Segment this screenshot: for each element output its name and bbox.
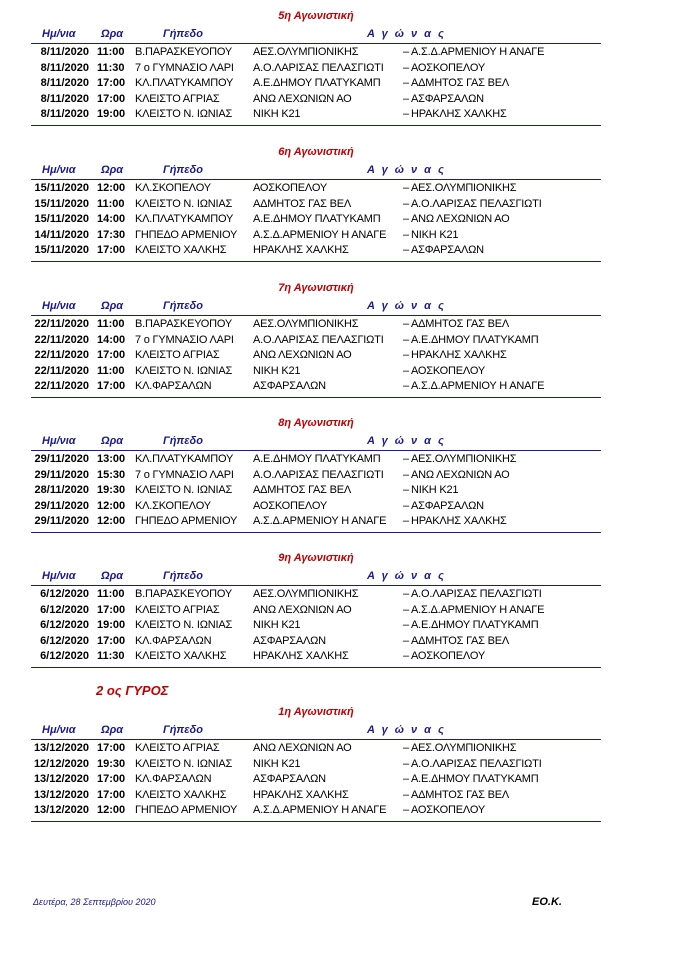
table-row bbox=[31, 182, 601, 197]
match-time: 11:00 bbox=[97, 318, 125, 330]
table-row bbox=[31, 742, 601, 757]
match-venue: ΚΛΕΙΣΤΟ Ν. ΙΩΝΙΑΣ bbox=[135, 108, 233, 120]
table-top-rule bbox=[31, 585, 601, 586]
round-title: 6η Αγωνιστική bbox=[278, 146, 354, 158]
match-time: 19:30 bbox=[97, 757, 126, 770]
table-row bbox=[31, 650, 601, 665]
home-team: ΑΝΩ ΛΕΧΩΝΙΩΝ ΑΟ bbox=[253, 349, 352, 361]
home-team: Α.Ε.ΔΗΜΟΥ ΠΛΑΤΥΚΑΜΠ bbox=[253, 77, 381, 89]
match-time: 17:00 bbox=[97, 742, 126, 754]
header-date: Ημ/νια bbox=[42, 570, 76, 582]
versus-dash: – bbox=[403, 468, 410, 481]
home-team: Α.Ο.ΛΑΡΙΣΑΣ ΠΕΛΑΣΓΙΩΤΙ bbox=[253, 61, 384, 74]
versus-dash: – bbox=[403, 650, 410, 662]
versus-dash: – bbox=[403, 349, 410, 361]
table-top-rule bbox=[31, 43, 601, 44]
home-team: ΑΣΦΑΡΣΑΛΩΝ bbox=[253, 380, 326, 392]
match-venue: ΚΛΕΙΣΤΟ ΧΑΛΚΗΣ bbox=[135, 650, 227, 662]
match-venue: ΚΛ.ΣΚΟΠΕΛΟΥ bbox=[135, 182, 211, 194]
away-team: Α.Ε.ΔΗΜΟΥ ΠΛΑΤΥΚΑΜΠ bbox=[411, 773, 539, 785]
away-team: ΑΟΣΚΟΠΕΛΟΥ bbox=[411, 650, 485, 662]
match-date: 13/12/2020 bbox=[33, 804, 89, 816]
away-team: Α.Σ.Δ.ΑΡΜΕΝΙΟΥ Η ΑΝΑΓΕ bbox=[411, 380, 545, 392]
table-row bbox=[31, 46, 601, 61]
match-venue: 7 ο ΓΥΜΝΑΣΙΟ ΛΑΡΙ bbox=[135, 468, 234, 481]
home-team: ΗΡΑΚΛΗΣ ΧΑΛΚΗΣ bbox=[253, 244, 349, 256]
table-row bbox=[31, 604, 601, 619]
versus-dash: – bbox=[403, 380, 410, 392]
away-team: ΑΟΣΚΟΠΕΛΟΥ bbox=[411, 804, 485, 816]
header-time: Ωρα bbox=[101, 724, 124, 736]
match-venue: ΚΛΕΙΣΤΟ ΑΓΡΙΑΣ bbox=[135, 742, 220, 754]
away-team: Α.Ο.ΛΑΡΙΣΑΣ ΠΕΛΑΣΓΙΩΤΙ bbox=[411, 197, 542, 210]
match-date: 6/12/2020 bbox=[40, 588, 89, 600]
home-team: ΑΔΜΗΤΟΣ ΓΑΣ ΒΕΛ bbox=[253, 484, 351, 496]
match-date: 8/11/2020 bbox=[40, 61, 89, 74]
table-row bbox=[31, 588, 601, 603]
header-time: Ωρα bbox=[101, 164, 124, 176]
table-bottom-rule bbox=[31, 821, 601, 822]
column-header-row bbox=[31, 164, 601, 178]
versus-dash: – bbox=[403, 213, 410, 225]
versus-dash: – bbox=[403, 197, 410, 210]
column-header-row bbox=[31, 435, 601, 449]
match-venue: ΚΛΕΙΣΤΟ ΑΓΡΙΑΣ bbox=[135, 92, 220, 105]
match-date: 15/11/2020 bbox=[34, 213, 89, 225]
away-team: ΝΙΚΗ Κ21 bbox=[411, 484, 459, 496]
away-team: ΑΔΜΗΤΟΣ ΓΑΣ ΒΕΛ bbox=[411, 788, 509, 801]
match-time: 12:00 bbox=[97, 515, 126, 527]
header-match: Α γ ώ ν α ς bbox=[367, 28, 446, 40]
match-venue: ΚΛ.ΦΑΡΣΑΛΩΝ bbox=[135, 380, 212, 392]
away-team: Α.Ο.ΛΑΡΙΣΑΣ ΠΕΛΑΣΓΙΩΤΙ bbox=[411, 588, 542, 600]
match-time: 19:00 bbox=[97, 108, 126, 120]
match-date: 15/11/2020 bbox=[34, 244, 89, 256]
match-venue: ΚΛ.ΣΚΟΠΕΛΟΥ bbox=[135, 499, 211, 512]
home-team: Α.Ε.ΔΗΜΟΥ ΠΛΑΤΥΚΑΜΠ bbox=[253, 213, 381, 225]
match-venue: ΚΛΕΙΣΤΟ ΧΑΛΚΗΣ bbox=[135, 244, 227, 256]
match-date: 22/11/2020 bbox=[34, 349, 89, 361]
match-date: 15/11/2020 bbox=[34, 197, 89, 210]
match-venue: ΚΛΕΙΣΤΟ ΧΑΛΚΗΣ bbox=[135, 788, 227, 801]
match-date: 8/11/2020 bbox=[40, 77, 89, 89]
header-venue: Γήπεδο bbox=[163, 435, 203, 447]
away-team: ΑΔΜΗΤΟΣ ΓΑΣ ΒΕΛ bbox=[411, 634, 509, 647]
match-time: 13:00 bbox=[97, 453, 126, 465]
home-team: ΗΡΑΚΛΗΣ ΧΑΛΚΗΣ bbox=[253, 788, 349, 801]
home-team: Α.Σ.Δ.ΑΡΜΕΝΙΟΥ Η ΑΝΑΓΕ bbox=[253, 228, 387, 241]
column-header-row bbox=[31, 300, 601, 314]
home-team: ΑΟΣΚΟΠΕΛΟΥ bbox=[253, 182, 327, 194]
match-venue: ΚΛΕΙΣΤΟ ΑΓΡΙΑΣ bbox=[135, 349, 220, 361]
match-date: 6/12/2020 bbox=[40, 650, 89, 662]
versus-dash: – bbox=[403, 453, 410, 465]
match-time: 12:00 bbox=[97, 499, 126, 512]
versus-dash: – bbox=[403, 603, 410, 616]
match-time: 11:00 bbox=[97, 588, 125, 600]
second-round-label: 2 ος ΓΥΡΟΣ bbox=[96, 683, 169, 698]
away-team: ΑΕΣ.ΟΛΥΜΠΙΟΝΙΚΗΣ bbox=[411, 182, 517, 194]
header-time: Ωρα bbox=[101, 570, 124, 582]
round-title: 8η Αγωνιστική bbox=[278, 417, 354, 429]
table-row bbox=[31, 804, 601, 819]
away-team: Α.Σ.Δ.ΑΡΜΕΝΙΟΥ Η ΑΝΑΓΕ bbox=[411, 603, 545, 616]
versus-dash: – bbox=[403, 244, 410, 256]
match-date: 22/11/2020 bbox=[34, 380, 89, 392]
versus-dash: – bbox=[403, 108, 410, 120]
home-team: Α.Σ.Δ.ΑΡΜΕΝΙΟΥ Η ΑΝΑΓΕ bbox=[253, 804, 387, 816]
table-row bbox=[31, 244, 601, 259]
column-header-row bbox=[31, 28, 601, 42]
header-venue: Γήπεδο bbox=[163, 28, 203, 40]
match-venue: ΚΛ.ΦΑΡΣΑΛΩΝ bbox=[135, 773, 212, 785]
header-date: Ημ/νια bbox=[42, 300, 76, 312]
match-venue: ΚΛΕΙΣΤΟ Ν. ΙΩΝΙΑΣ bbox=[135, 197, 233, 210]
match-date: 14/11/2020 bbox=[34, 228, 89, 241]
match-date: 6/12/2020 bbox=[40, 619, 89, 631]
versus-dash: – bbox=[403, 182, 410, 194]
match-date: 6/12/2020 bbox=[40, 634, 89, 647]
home-team: ΑΣΦΑΡΣΑΛΩΝ bbox=[253, 773, 326, 785]
match-venue: ΚΛ.ΠΛΑΤΥΚΑΜΠΟΥ bbox=[135, 77, 234, 89]
header-time: Ωρα bbox=[101, 435, 124, 447]
versus-dash: – bbox=[403, 742, 410, 754]
match-venue: 7 ο ΓΥΜΝΑΣΙΟ ΛΑΡΙ bbox=[135, 61, 234, 74]
table-top-rule bbox=[31, 315, 601, 316]
versus-dash: – bbox=[403, 484, 410, 496]
versus-dash: – bbox=[403, 619, 410, 631]
versus-dash: – bbox=[403, 77, 410, 89]
table-top-rule bbox=[31, 739, 601, 740]
match-time: 14:00 bbox=[97, 213, 126, 225]
match-date: 29/11/2020 bbox=[34, 499, 89, 512]
match-time: 11:30 bbox=[97, 61, 125, 74]
match-time: 19:00 bbox=[97, 619, 126, 631]
header-venue: Γήπεδο bbox=[163, 300, 203, 312]
versus-dash: – bbox=[403, 61, 410, 74]
match-date: 8/11/2020 bbox=[40, 46, 89, 58]
header-venue: Γήπεδο bbox=[163, 570, 203, 582]
match-venue: Β.ΠΑΡΑΣΚΕΥΟΠΟΥ bbox=[135, 46, 232, 58]
match-venue: ΓΗΠΕΔΟ ΑΡΜΕΝΙΟΥ bbox=[135, 515, 238, 527]
home-team: ΝΙΚΗ Κ21 bbox=[253, 364, 301, 377]
away-team: ΗΡΑΚΛΗΣ ΧΑΛΚΗΣ bbox=[411, 349, 507, 361]
match-date: 29/11/2020 bbox=[34, 515, 89, 527]
home-team: Α.Σ.Δ.ΑΡΜΕΝΙΟΥ Η ΑΝΑΓΕ bbox=[253, 515, 387, 527]
match-time: 17:00 bbox=[97, 634, 126, 647]
versus-dash: – bbox=[403, 773, 410, 785]
table-row bbox=[31, 77, 601, 92]
table-row bbox=[31, 515, 601, 530]
match-time: 14:00 bbox=[97, 333, 126, 346]
table-row bbox=[31, 469, 601, 484]
match-time: 11:00 bbox=[97, 46, 125, 58]
match-date: 6/12/2020 bbox=[40, 603, 89, 616]
match-time: 17:00 bbox=[97, 788, 126, 801]
table-bottom-rule bbox=[31, 397, 601, 398]
table-bottom-rule bbox=[31, 261, 601, 262]
versus-dash: – bbox=[403, 46, 410, 58]
table-row bbox=[31, 108, 601, 123]
home-team: ΝΙΚΗ Κ21 bbox=[253, 108, 301, 120]
header-match: Α γ ώ ν α ς bbox=[367, 724, 446, 736]
table-row bbox=[31, 213, 601, 228]
away-team: ΑΣΦΑΡΣΑΛΩΝ bbox=[411, 92, 484, 105]
away-team: ΑΟΣΚΟΠΕΛΟΥ bbox=[411, 61, 485, 74]
match-time: 17:00 bbox=[97, 92, 126, 105]
header-match: Α γ ώ ν α ς bbox=[367, 570, 446, 582]
versus-dash: – bbox=[403, 364, 410, 377]
footer-date: Δευτέρα, 28 Σεπτεμβρίου 2020 bbox=[33, 897, 156, 907]
header-date: Ημ/νια bbox=[42, 724, 76, 736]
match-time: 17:00 bbox=[97, 349, 126, 361]
round-title: 9η Αγωνιστική bbox=[278, 552, 354, 564]
match-date: 12/12/2020 bbox=[33, 757, 89, 770]
table-top-rule bbox=[31, 450, 601, 451]
home-team: ΝΙΚΗ Κ21 bbox=[253, 619, 301, 631]
match-venue: ΚΛΕΙΣΤΟ Ν. ΙΩΝΙΑΣ bbox=[135, 619, 233, 631]
match-date: 8/11/2020 bbox=[40, 92, 89, 105]
match-time: 17:00 bbox=[97, 77, 126, 89]
round-title: 5η Αγωνιστική bbox=[278, 10, 354, 22]
table-row bbox=[31, 365, 601, 380]
match-venue: ΓΗΠΕΔΟ ΑΡΜΕΝΙΟΥ bbox=[135, 228, 238, 241]
match-date: 13/12/2020 bbox=[33, 742, 89, 754]
versus-dash: – bbox=[403, 318, 410, 330]
table-row bbox=[31, 318, 601, 333]
match-time: 11:00 bbox=[97, 197, 125, 210]
round-title: 1η Αγωνιστική bbox=[278, 706, 354, 718]
versus-dash: – bbox=[403, 757, 410, 770]
table-row bbox=[31, 349, 601, 364]
versus-dash: – bbox=[403, 499, 410, 512]
away-team: ΑΝΩ ΛΕΧΩΝΙΩΝ ΑΟ bbox=[411, 468, 510, 481]
match-venue: ΚΛ.ΠΛΑΤΥΚΑΜΠΟΥ bbox=[135, 213, 234, 225]
match-venue: ΚΛΕΙΣΤΟ ΑΓΡΙΑΣ bbox=[135, 603, 220, 616]
home-team: ΑΝΩ ΛΕΧΩΝΙΩΝ ΑΟ bbox=[253, 742, 352, 754]
column-header-row bbox=[31, 570, 601, 584]
match-venue: Β.ΠΑΡΑΣΚΕΥΟΠΟΥ bbox=[135, 318, 232, 330]
home-team: Α.Ο.ΛΑΡΙΣΑΣ ΠΕΛΑΣΓΙΩΤΙ bbox=[253, 333, 384, 346]
versus-dash: – bbox=[403, 333, 410, 346]
away-team: ΗΡΑΚΛΗΣ ΧΑΛΚΗΣ bbox=[411, 108, 507, 120]
column-header-row bbox=[31, 724, 601, 738]
match-date: 15/11/2020 bbox=[34, 182, 89, 194]
away-team: ΑΣΦΑΡΣΑΛΩΝ bbox=[411, 244, 484, 256]
match-date: 8/11/2020 bbox=[40, 108, 89, 120]
match-venue: ΚΛ.ΠΛΑΤΥΚΑΜΠΟΥ bbox=[135, 453, 234, 465]
header-date: Ημ/νια bbox=[42, 164, 76, 176]
versus-dash: – bbox=[403, 515, 410, 527]
away-team: Α.Σ.Δ.ΑΡΜΕΝΙΟΥ Η ΑΝΑΓΕ bbox=[411, 46, 545, 58]
home-team: ΝΙΚΗ Κ21 bbox=[253, 757, 301, 770]
away-team: ΑΟΣΚΟΠΕΛΟΥ bbox=[411, 364, 485, 377]
match-time: 11:00 bbox=[97, 364, 125, 377]
header-date: Ημ/νια bbox=[42, 28, 76, 40]
away-team: ΗΡΑΚΛΗΣ ΧΑΛΚΗΣ bbox=[411, 515, 507, 527]
header-match: Α γ ώ ν α ς bbox=[367, 300, 446, 312]
away-team: ΑΝΩ ΛΕΧΩΝΙΩΝ ΑΟ bbox=[411, 213, 510, 225]
home-team: ΑΟΣΚΟΠΕΛΟΥ bbox=[253, 499, 327, 512]
home-team: ΑΕΣ.ΟΛΥΜΠΙΟΝΙΚΗΣ bbox=[253, 318, 359, 330]
table-row bbox=[31, 453, 601, 468]
match-date: 22/11/2020 bbox=[34, 318, 89, 330]
match-venue: ΚΛΕΙΣΤΟ Ν. ΙΩΝΙΑΣ bbox=[135, 757, 233, 770]
match-time: 11:30 bbox=[97, 650, 125, 662]
home-team: ΑΕΣ.ΟΛΥΜΠΙΟΝΙΚΗΣ bbox=[253, 588, 359, 600]
table-row bbox=[31, 789, 601, 804]
table-row bbox=[31, 773, 601, 788]
home-team: Α.Ο.ΛΑΡΙΣΑΣ ΠΕΛΑΣΓΙΩΤΙ bbox=[253, 468, 384, 481]
table-row bbox=[31, 500, 601, 515]
table-row bbox=[31, 758, 601, 773]
home-team: Α.Ε.ΔΗΜΟΥ ΠΛΑΤΥΚΑΜΠ bbox=[253, 453, 381, 465]
table-row bbox=[31, 619, 601, 634]
match-time: 17:30 bbox=[97, 228, 126, 241]
header-date: Ημ/νια bbox=[42, 435, 76, 447]
match-date: 29/11/2020 bbox=[34, 468, 89, 481]
table-row bbox=[31, 62, 601, 77]
header-venue: Γήπεδο bbox=[163, 164, 203, 176]
match-venue: ΚΛΕΙΣΤΟ Ν. ΙΩΝΙΑΣ bbox=[135, 364, 233, 377]
table-row bbox=[31, 484, 601, 499]
header-match: Α γ ώ ν α ς bbox=[367, 435, 446, 447]
away-team: ΑΕΣ.ΟΛΥΜΠΙΟΝΙΚΗΣ bbox=[411, 742, 517, 754]
versus-dash: – bbox=[403, 804, 410, 816]
match-time: 17:00 bbox=[97, 603, 126, 616]
away-team: Α.Ε.ΔΗΜΟΥ ΠΛΑΤΥΚΑΜΠ bbox=[411, 619, 539, 631]
round-title: 7η Αγωνιστική bbox=[278, 282, 354, 294]
table-row bbox=[31, 198, 601, 213]
match-venue: Β.ΠΑΡΑΣΚΕΥΟΠΟΥ bbox=[135, 588, 232, 600]
home-team: ΑΔΜΗΤΟΣ ΓΑΣ ΒΕΛ bbox=[253, 197, 351, 210]
table-top-rule bbox=[31, 179, 601, 180]
versus-dash: – bbox=[403, 634, 410, 647]
header-venue: Γήπεδο bbox=[163, 724, 203, 736]
match-venue: ΚΛΕΙΣΤΟ Ν. ΙΩΝΙΑΣ bbox=[135, 484, 233, 496]
match-time: 17:00 bbox=[97, 380, 126, 392]
match-date: 13/12/2020 bbox=[33, 788, 89, 801]
table-row bbox=[31, 334, 601, 349]
footer-org: ΕΟ.Κ. bbox=[532, 896, 562, 908]
match-time: 12:00 bbox=[97, 804, 126, 816]
header-match: Α γ ώ ν α ς bbox=[367, 164, 446, 176]
versus-dash: – bbox=[403, 588, 410, 600]
table-bottom-rule bbox=[31, 125, 601, 126]
match-date: 29/11/2020 bbox=[34, 453, 89, 465]
match-venue: ΓΗΠΕΔΟ ΑΡΜΕΝΙΟΥ bbox=[135, 804, 238, 816]
table-row bbox=[31, 93, 601, 108]
home-team: ΑΝΩ ΛΕΧΩΝΙΩΝ ΑΟ bbox=[253, 92, 352, 105]
match-date: 28/11/2020 bbox=[34, 484, 89, 496]
match-date: 22/11/2020 bbox=[34, 333, 89, 346]
match-venue: 7 ο ΓΥΜΝΑΣΙΟ ΛΑΡΙ bbox=[135, 333, 234, 346]
match-venue: ΚΛ.ΦΑΡΣΑΛΩΝ bbox=[135, 634, 212, 647]
away-team: ΑΔΜΗΤΟΣ ΓΑΣ ΒΕΛ bbox=[411, 318, 509, 330]
table-row bbox=[31, 229, 601, 244]
versus-dash: – bbox=[403, 92, 410, 105]
table-bottom-rule bbox=[31, 532, 601, 533]
table-bottom-rule bbox=[31, 667, 601, 668]
match-time: 12:00 bbox=[97, 182, 126, 194]
versus-dash: – bbox=[403, 788, 410, 801]
match-time: 15:30 bbox=[97, 468, 126, 481]
home-team: ΑΕΣ.ΟΛΥΜΠΙΟΝΙΚΗΣ bbox=[253, 46, 359, 58]
away-team: ΑΕΣ.ΟΛΥΜΠΙΟΝΙΚΗΣ bbox=[411, 453, 517, 465]
home-team: ΑΣΦΑΡΣΑΛΩΝ bbox=[253, 634, 326, 647]
header-time: Ωρα bbox=[101, 28, 124, 40]
versus-dash: – bbox=[403, 228, 410, 241]
match-date: 22/11/2020 bbox=[34, 364, 89, 377]
header-time: Ωρα bbox=[101, 300, 124, 312]
home-team: ΗΡΑΚΛΗΣ ΧΑΛΚΗΣ bbox=[253, 650, 349, 662]
away-team: Α.Ο.ΛΑΡΙΣΑΣ ΠΕΛΑΣΓΙΩΤΙ bbox=[411, 757, 542, 770]
home-team: ΑΝΩ ΛΕΧΩΝΙΩΝ ΑΟ bbox=[253, 603, 352, 616]
away-team: Α.Ε.ΔΗΜΟΥ ΠΛΑΤΥΚΑΜΠ bbox=[411, 333, 539, 346]
table-row bbox=[31, 635, 601, 650]
away-team: ΝΙΚΗ Κ21 bbox=[411, 228, 459, 241]
away-team: ΑΣΦΑΡΣΑΛΩΝ bbox=[411, 499, 484, 512]
match-date: 13/12/2020 bbox=[33, 773, 89, 785]
away-team: ΑΔΜΗΤΟΣ ΓΑΣ ΒΕΛ bbox=[411, 77, 509, 89]
match-time: 17:00 bbox=[97, 244, 126, 256]
match-time: 17:00 bbox=[97, 773, 126, 785]
table-row bbox=[31, 380, 601, 395]
match-time: 19:30 bbox=[97, 484, 126, 496]
